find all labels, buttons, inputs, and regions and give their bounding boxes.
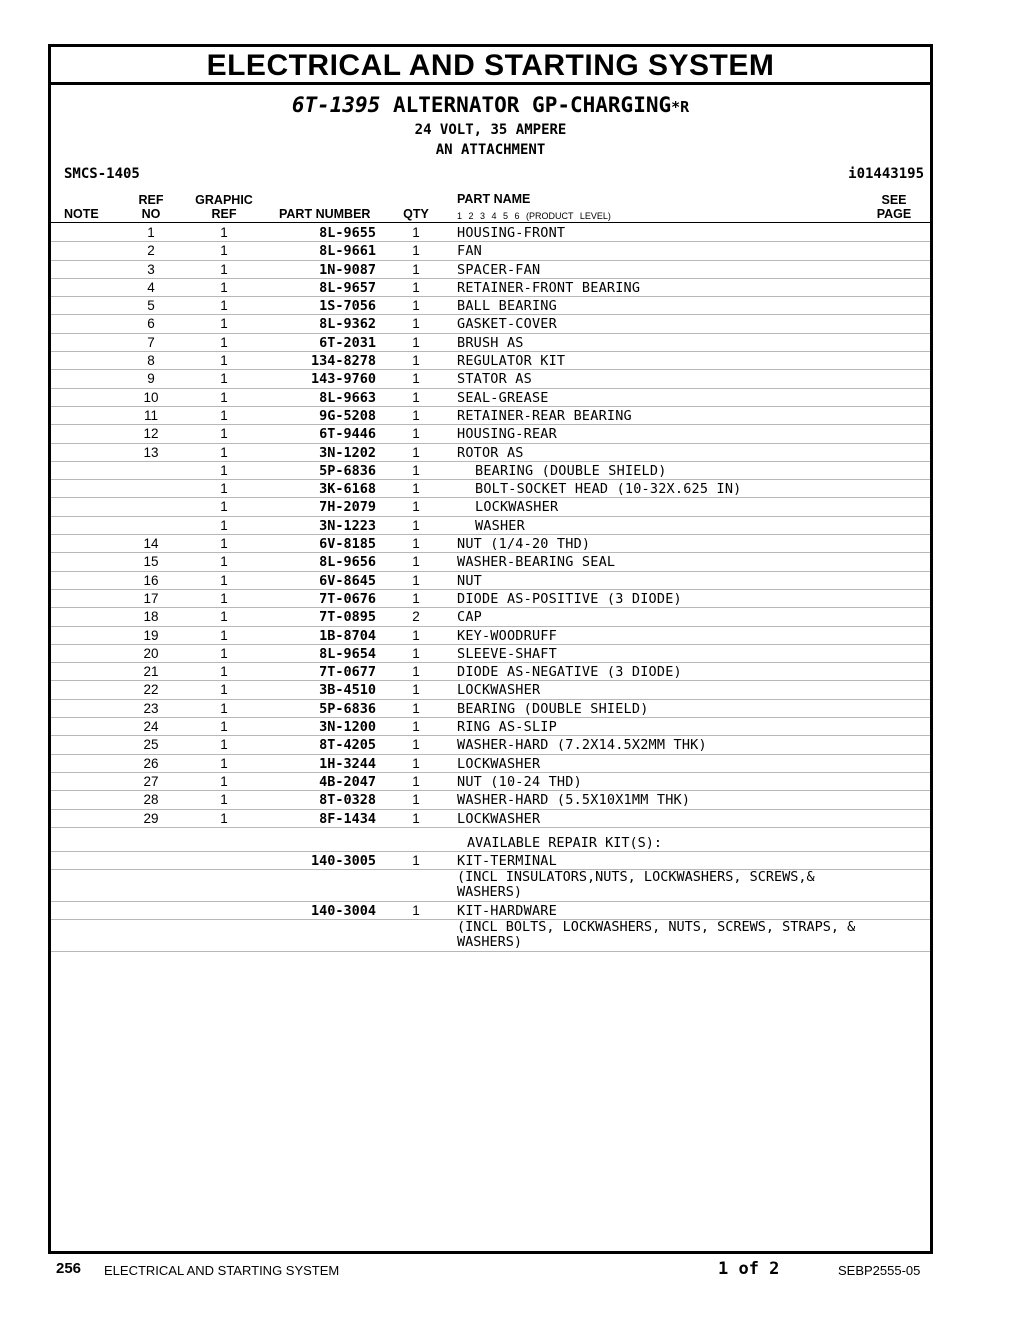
graphic-ref: 1 bbox=[220, 298, 228, 314]
graphic-ref: 1 bbox=[220, 499, 228, 515]
ref-no: 27 bbox=[143, 773, 159, 789]
qty: 1 bbox=[412, 462, 420, 478]
graphic-ref: 1 bbox=[220, 719, 228, 735]
part-name: CAP bbox=[457, 609, 482, 626]
graphic-ref: 1 bbox=[220, 481, 228, 497]
graphic-ref: 1 bbox=[220, 389, 228, 405]
table-row bbox=[51, 352, 930, 370]
part-name: NUT (10-24 THD) bbox=[457, 773, 582, 790]
header-graphic-bottom: REF bbox=[211, 207, 237, 221]
header-part-name: PART NAME bbox=[457, 192, 531, 206]
assembly-type: AN ATTACHMENT bbox=[435, 142, 546, 158]
kit-row bbox=[51, 902, 930, 920]
header-graphic-top: GRAPHIC bbox=[195, 193, 253, 207]
qty: 1 bbox=[412, 810, 420, 826]
table-row bbox=[51, 535, 930, 553]
qty: 1 bbox=[412, 481, 420, 497]
qty: 1 bbox=[412, 737, 420, 753]
part-number: 8L-9655 bbox=[319, 225, 376, 241]
page-footer bbox=[0, 1258, 1020, 1282]
table-row bbox=[51, 627, 930, 645]
table-row bbox=[51, 590, 930, 608]
qty: 1 bbox=[412, 755, 420, 771]
footer-page-number: 256 bbox=[56, 1260, 82, 1277]
qty: 1 bbox=[412, 426, 420, 442]
table-row bbox=[51, 810, 930, 828]
part-name: NUT bbox=[457, 572, 482, 589]
part-name: BOLT-SOCKET HEAD (10-32X.625 IN) bbox=[475, 481, 742, 498]
table-row bbox=[51, 736, 930, 754]
part-number: 6V-8185 bbox=[319, 536, 376, 553]
header-product-level: 1 2 3 4 5 6 (PRODUCT LEVEL) bbox=[457, 211, 611, 221]
part-name: FAN bbox=[457, 243, 482, 260]
part-number: 6T-2031 bbox=[319, 334, 376, 351]
ref-no: 28 bbox=[143, 792, 159, 808]
part-number: 8L-9661 bbox=[319, 243, 376, 260]
graphic-ref: 1 bbox=[220, 810, 228, 826]
ref-no: 19 bbox=[143, 627, 159, 643]
footer-doc-number: SEBP2555-05 bbox=[838, 1263, 921, 1278]
part-number: 8L-9656 bbox=[319, 554, 376, 571]
graphic-ref: 1 bbox=[220, 316, 228, 332]
part-number: 1B-8704 bbox=[319, 627, 376, 644]
graphic-ref: 1 bbox=[220, 517, 228, 533]
info-id: i01443195 bbox=[848, 166, 924, 182]
ref-no: 21 bbox=[143, 664, 159, 680]
table-row bbox=[51, 700, 930, 718]
part-number: 1S-7056 bbox=[319, 298, 376, 315]
table-row bbox=[51, 681, 930, 699]
qty: 1 bbox=[412, 719, 420, 735]
graphic-ref: 1 bbox=[220, 371, 228, 387]
ref-no: 5 bbox=[147, 298, 155, 314]
kit-name: KIT-HARDWARE bbox=[457, 903, 557, 920]
part-name: NUT (1/4-20 THD) bbox=[457, 536, 591, 553]
qty: 1 bbox=[412, 554, 420, 570]
qty: 1 bbox=[412, 536, 420, 552]
graphic-ref: 1 bbox=[220, 407, 228, 423]
qty: 1 bbox=[412, 700, 420, 716]
part-number: 7T-0677 bbox=[319, 664, 376, 681]
kit-qty: 1 bbox=[412, 903, 420, 919]
part-name: WASHER bbox=[475, 517, 525, 534]
ref-no: 29 bbox=[143, 810, 159, 826]
part-number: 1H-3244 bbox=[319, 755, 376, 772]
table-row bbox=[51, 498, 930, 516]
graphic-ref: 1 bbox=[220, 243, 228, 259]
ref-no: 13 bbox=[143, 444, 159, 460]
qty: 1 bbox=[412, 225, 420, 240]
ref-no: 2 bbox=[147, 243, 155, 259]
graphic-ref: 1 bbox=[220, 609, 228, 625]
table-row bbox=[51, 444, 930, 462]
qty: 1 bbox=[412, 353, 420, 369]
graphic-ref: 1 bbox=[220, 225, 228, 240]
table-row bbox=[51, 261, 930, 279]
part-number: 3N-1202 bbox=[319, 444, 376, 461]
page-title: ELECTRICAL AND STARTING SYSTEM bbox=[51, 47, 930, 85]
graphic-ref: 1 bbox=[220, 334, 228, 350]
ref-no: 14 bbox=[143, 536, 159, 552]
qty: 1 bbox=[412, 664, 420, 680]
part-name: RETAINER-FRONT BEARING bbox=[457, 279, 641, 296]
qty: 1 bbox=[412, 298, 420, 314]
kit-heading-row bbox=[51, 828, 930, 852]
table-row bbox=[51, 407, 930, 425]
part-number: 7T-0895 bbox=[319, 609, 376, 626]
part-name: WASHER-HARD (7.2X14.5X2MM THK) bbox=[457, 737, 707, 754]
table-row bbox=[51, 279, 930, 297]
part-number: 5P-6836 bbox=[319, 462, 376, 479]
part-name: WASHER-BEARING SEAL bbox=[457, 554, 616, 571]
qty: 1 bbox=[412, 389, 420, 405]
graphic-ref: 1 bbox=[220, 755, 228, 771]
kit-heading: AVAILABLE REPAIR KIT(S): bbox=[467, 834, 663, 851]
footer-section: ELECTRICAL AND STARTING SYSTEM bbox=[104, 1263, 340, 1278]
part-number: 7T-0676 bbox=[319, 590, 376, 607]
qty: 1 bbox=[412, 407, 420, 423]
part-number: 9G-5208 bbox=[319, 407, 376, 424]
ref-no: 3 bbox=[147, 261, 155, 277]
graphic-ref: 1 bbox=[220, 773, 228, 789]
header-qty: QTY bbox=[403, 207, 429, 221]
graphic-ref: 1 bbox=[220, 737, 228, 753]
graphic-ref: 1 bbox=[220, 462, 228, 478]
table-header bbox=[51, 189, 930, 223]
qty: 1 bbox=[412, 334, 420, 350]
smcs-code: SMCS-1405 bbox=[64, 166, 140, 182]
qty: 1 bbox=[412, 682, 420, 698]
kit-note: (INCL BOLTS, LOCKWASHERS, NUTS, SCREWS, STRAPS, & WASHERS) bbox=[457, 919, 856, 951]
part-number: 134-8278 bbox=[310, 353, 376, 370]
part-name: GASKET-COVER bbox=[457, 316, 557, 333]
ref-no: 6 bbox=[147, 316, 155, 332]
graphic-ref: 1 bbox=[220, 664, 228, 680]
table-row bbox=[51, 389, 930, 407]
part-number: 6T-9446 bbox=[319, 426, 376, 443]
part-name: WASHER-HARD (5.5X10X1MM THK) bbox=[457, 792, 691, 809]
ref-no: 10 bbox=[143, 389, 159, 405]
part-number: 1N-9087 bbox=[319, 261, 376, 278]
qty: 1 bbox=[412, 261, 420, 277]
table-row bbox=[51, 242, 930, 260]
kit-part-number: 140-3004 bbox=[310, 903, 376, 920]
kit-note-row bbox=[51, 920, 930, 952]
graphic-ref: 1 bbox=[220, 792, 228, 808]
table-row bbox=[51, 370, 930, 388]
qty: 2 bbox=[412, 609, 420, 625]
part-name: ROTOR AS bbox=[457, 444, 524, 461]
qty: 1 bbox=[412, 773, 420, 789]
qty: 1 bbox=[412, 316, 420, 332]
table-row bbox=[51, 315, 930, 333]
ref-no: 7 bbox=[147, 334, 155, 350]
qty: 1 bbox=[412, 792, 420, 808]
part-name: RETAINER-REAR BEARING bbox=[457, 407, 632, 424]
qty: 1 bbox=[412, 243, 420, 259]
part-name: LOCKWASHER bbox=[475, 499, 559, 516]
assembly-suffix: *R bbox=[671, 98, 690, 116]
ref-no: 23 bbox=[143, 700, 159, 716]
assembly-name: ALTERNATOR GP-CHARGING bbox=[380, 93, 672, 117]
qty: 1 bbox=[412, 627, 420, 643]
header-note: NOTE bbox=[64, 207, 99, 221]
ref-no: 24 bbox=[143, 719, 159, 735]
graphic-ref: 1 bbox=[220, 682, 228, 698]
qty: 1 bbox=[412, 590, 420, 606]
table-row bbox=[51, 224, 930, 242]
qty: 1 bbox=[412, 645, 420, 661]
part-number: 8L-9663 bbox=[319, 389, 376, 406]
table-row bbox=[51, 462, 930, 480]
part-name: LOCKWASHER bbox=[457, 810, 541, 827]
table-row bbox=[51, 425, 930, 443]
part-name: BRUSH AS bbox=[457, 334, 524, 351]
parts-table bbox=[51, 224, 930, 952]
ref-no: 1 bbox=[147, 225, 155, 240]
table-row bbox=[51, 718, 930, 736]
part-name: DIODE AS-POSITIVE (3 DIODE) bbox=[457, 590, 682, 607]
part-name: DIODE AS-NEGATIVE (3 DIODE) bbox=[457, 664, 682, 681]
ref-no: 11 bbox=[143, 407, 158, 423]
part-name: STATOR AS bbox=[457, 371, 532, 388]
qty: 1 bbox=[412, 279, 420, 295]
qty: 1 bbox=[412, 371, 420, 387]
graphic-ref: 1 bbox=[220, 536, 228, 552]
part-number: 7H-2079 bbox=[319, 499, 376, 516]
table-row bbox=[51, 755, 930, 773]
qty: 1 bbox=[412, 499, 420, 515]
table-row bbox=[51, 791, 930, 809]
part-number: 4B-2047 bbox=[319, 773, 376, 790]
part-name: SPACER-FAN bbox=[457, 261, 541, 278]
graphic-ref: 1 bbox=[220, 572, 228, 588]
graphic-ref: 1 bbox=[220, 590, 228, 606]
header-see-top: SEE bbox=[881, 193, 907, 207]
part-number: 3K-6168 bbox=[319, 481, 376, 498]
part-name: REGULATOR KIT bbox=[457, 353, 566, 370]
assembly-part-number: 6T-1395 bbox=[291, 93, 381, 117]
part-number: 6V-8645 bbox=[319, 572, 376, 589]
table-row bbox=[51, 297, 930, 315]
part-number: 3N-1223 bbox=[319, 517, 376, 534]
part-number: 143-9760 bbox=[310, 371, 376, 388]
graphic-ref: 1 bbox=[220, 279, 228, 295]
table-row bbox=[51, 773, 930, 791]
ref-no: 26 bbox=[143, 755, 159, 771]
header-see-bottom: PAGE bbox=[876, 207, 912, 221]
part-number: 8L-9654 bbox=[319, 645, 376, 662]
ref-no: 22 bbox=[143, 682, 159, 698]
ref-no: 15 bbox=[143, 554, 159, 570]
ref-no: 17 bbox=[143, 590, 159, 606]
table-row bbox=[51, 517, 930, 535]
part-number: 8L-9657 bbox=[319, 279, 376, 296]
part-name: KEY-WOODRUFF bbox=[457, 627, 557, 644]
part-number: 5P-6836 bbox=[319, 700, 376, 717]
graphic-ref: 1 bbox=[220, 645, 228, 661]
ref-no: 16 bbox=[143, 572, 159, 588]
part-number: 8T-0328 bbox=[319, 792, 376, 809]
graphic-ref: 1 bbox=[220, 627, 228, 643]
table-row bbox=[51, 553, 930, 571]
qty: 1 bbox=[412, 572, 420, 588]
part-name: BEARING (DOUBLE SHIELD) bbox=[457, 700, 649, 717]
table-row bbox=[51, 608, 930, 626]
graphic-ref: 1 bbox=[220, 261, 228, 277]
page-frame bbox=[48, 44, 933, 1254]
table-row bbox=[51, 663, 930, 681]
assembly-spec: 24 VOLT, 35 AMPERE bbox=[414, 122, 567, 138]
part-name: SLEEVE-SHAFT bbox=[457, 645, 557, 662]
part-number: 3B-4510 bbox=[319, 682, 376, 699]
part-name: RING AS-SLIP bbox=[457, 719, 557, 736]
part-name: SEAL-GREASE bbox=[457, 389, 549, 406]
part-name: HOUSING-REAR bbox=[457, 426, 557, 443]
table-row bbox=[51, 480, 930, 498]
part-number: 8T-4205 bbox=[319, 737, 376, 754]
kit-note: (INCL INSULATORS,NUTS, LOCKWASHERS, SCREWS,& WASHERS) bbox=[457, 869, 815, 901]
ref-no: 4 bbox=[147, 279, 155, 295]
kit-name: KIT-TERMINAL bbox=[457, 852, 557, 869]
graphic-ref: 1 bbox=[220, 426, 228, 442]
table-row bbox=[51, 645, 930, 663]
part-number: 3N-1200 bbox=[319, 719, 376, 736]
ref-no: 9 bbox=[147, 371, 155, 387]
table-row bbox=[51, 334, 930, 352]
header-ref-bottom: NO bbox=[141, 207, 161, 221]
header-ref-top: REF bbox=[138, 193, 164, 207]
qty: 1 bbox=[412, 517, 420, 533]
ref-no: 18 bbox=[143, 609, 159, 625]
footer-page-of: 1 of 2 bbox=[718, 1259, 780, 1279]
part-number: 8L-9362 bbox=[319, 316, 376, 333]
part-name: LOCKWASHER bbox=[457, 682, 541, 699]
table-row bbox=[51, 572, 930, 590]
part-number: 8F-1434 bbox=[319, 810, 376, 827]
ref-no: 20 bbox=[143, 645, 159, 661]
ref-no: 8 bbox=[147, 353, 155, 369]
qty: 1 bbox=[412, 444, 420, 460]
part-name: LOCKWASHER bbox=[457, 755, 541, 772]
kit-qty: 1 bbox=[412, 852, 420, 868]
graphic-ref: 1 bbox=[220, 444, 228, 460]
header-part-number: PART NUMBER bbox=[279, 207, 371, 221]
ref-no: 25 bbox=[143, 737, 159, 753]
kit-note-row bbox=[51, 870, 930, 902]
part-name: HOUSING-FRONT bbox=[457, 225, 566, 241]
graphic-ref: 1 bbox=[220, 700, 228, 716]
assembly-title bbox=[51, 92, 930, 120]
ref-no: 12 bbox=[143, 426, 159, 442]
part-name: BALL BEARING bbox=[457, 298, 557, 315]
kit-part-number: 140-3005 bbox=[310, 852, 376, 869]
kit-row bbox=[51, 852, 930, 870]
graphic-ref: 1 bbox=[220, 554, 228, 570]
graphic-ref: 1 bbox=[220, 353, 228, 369]
part-name: BEARING (DOUBLE SHIELD) bbox=[475, 462, 667, 479]
